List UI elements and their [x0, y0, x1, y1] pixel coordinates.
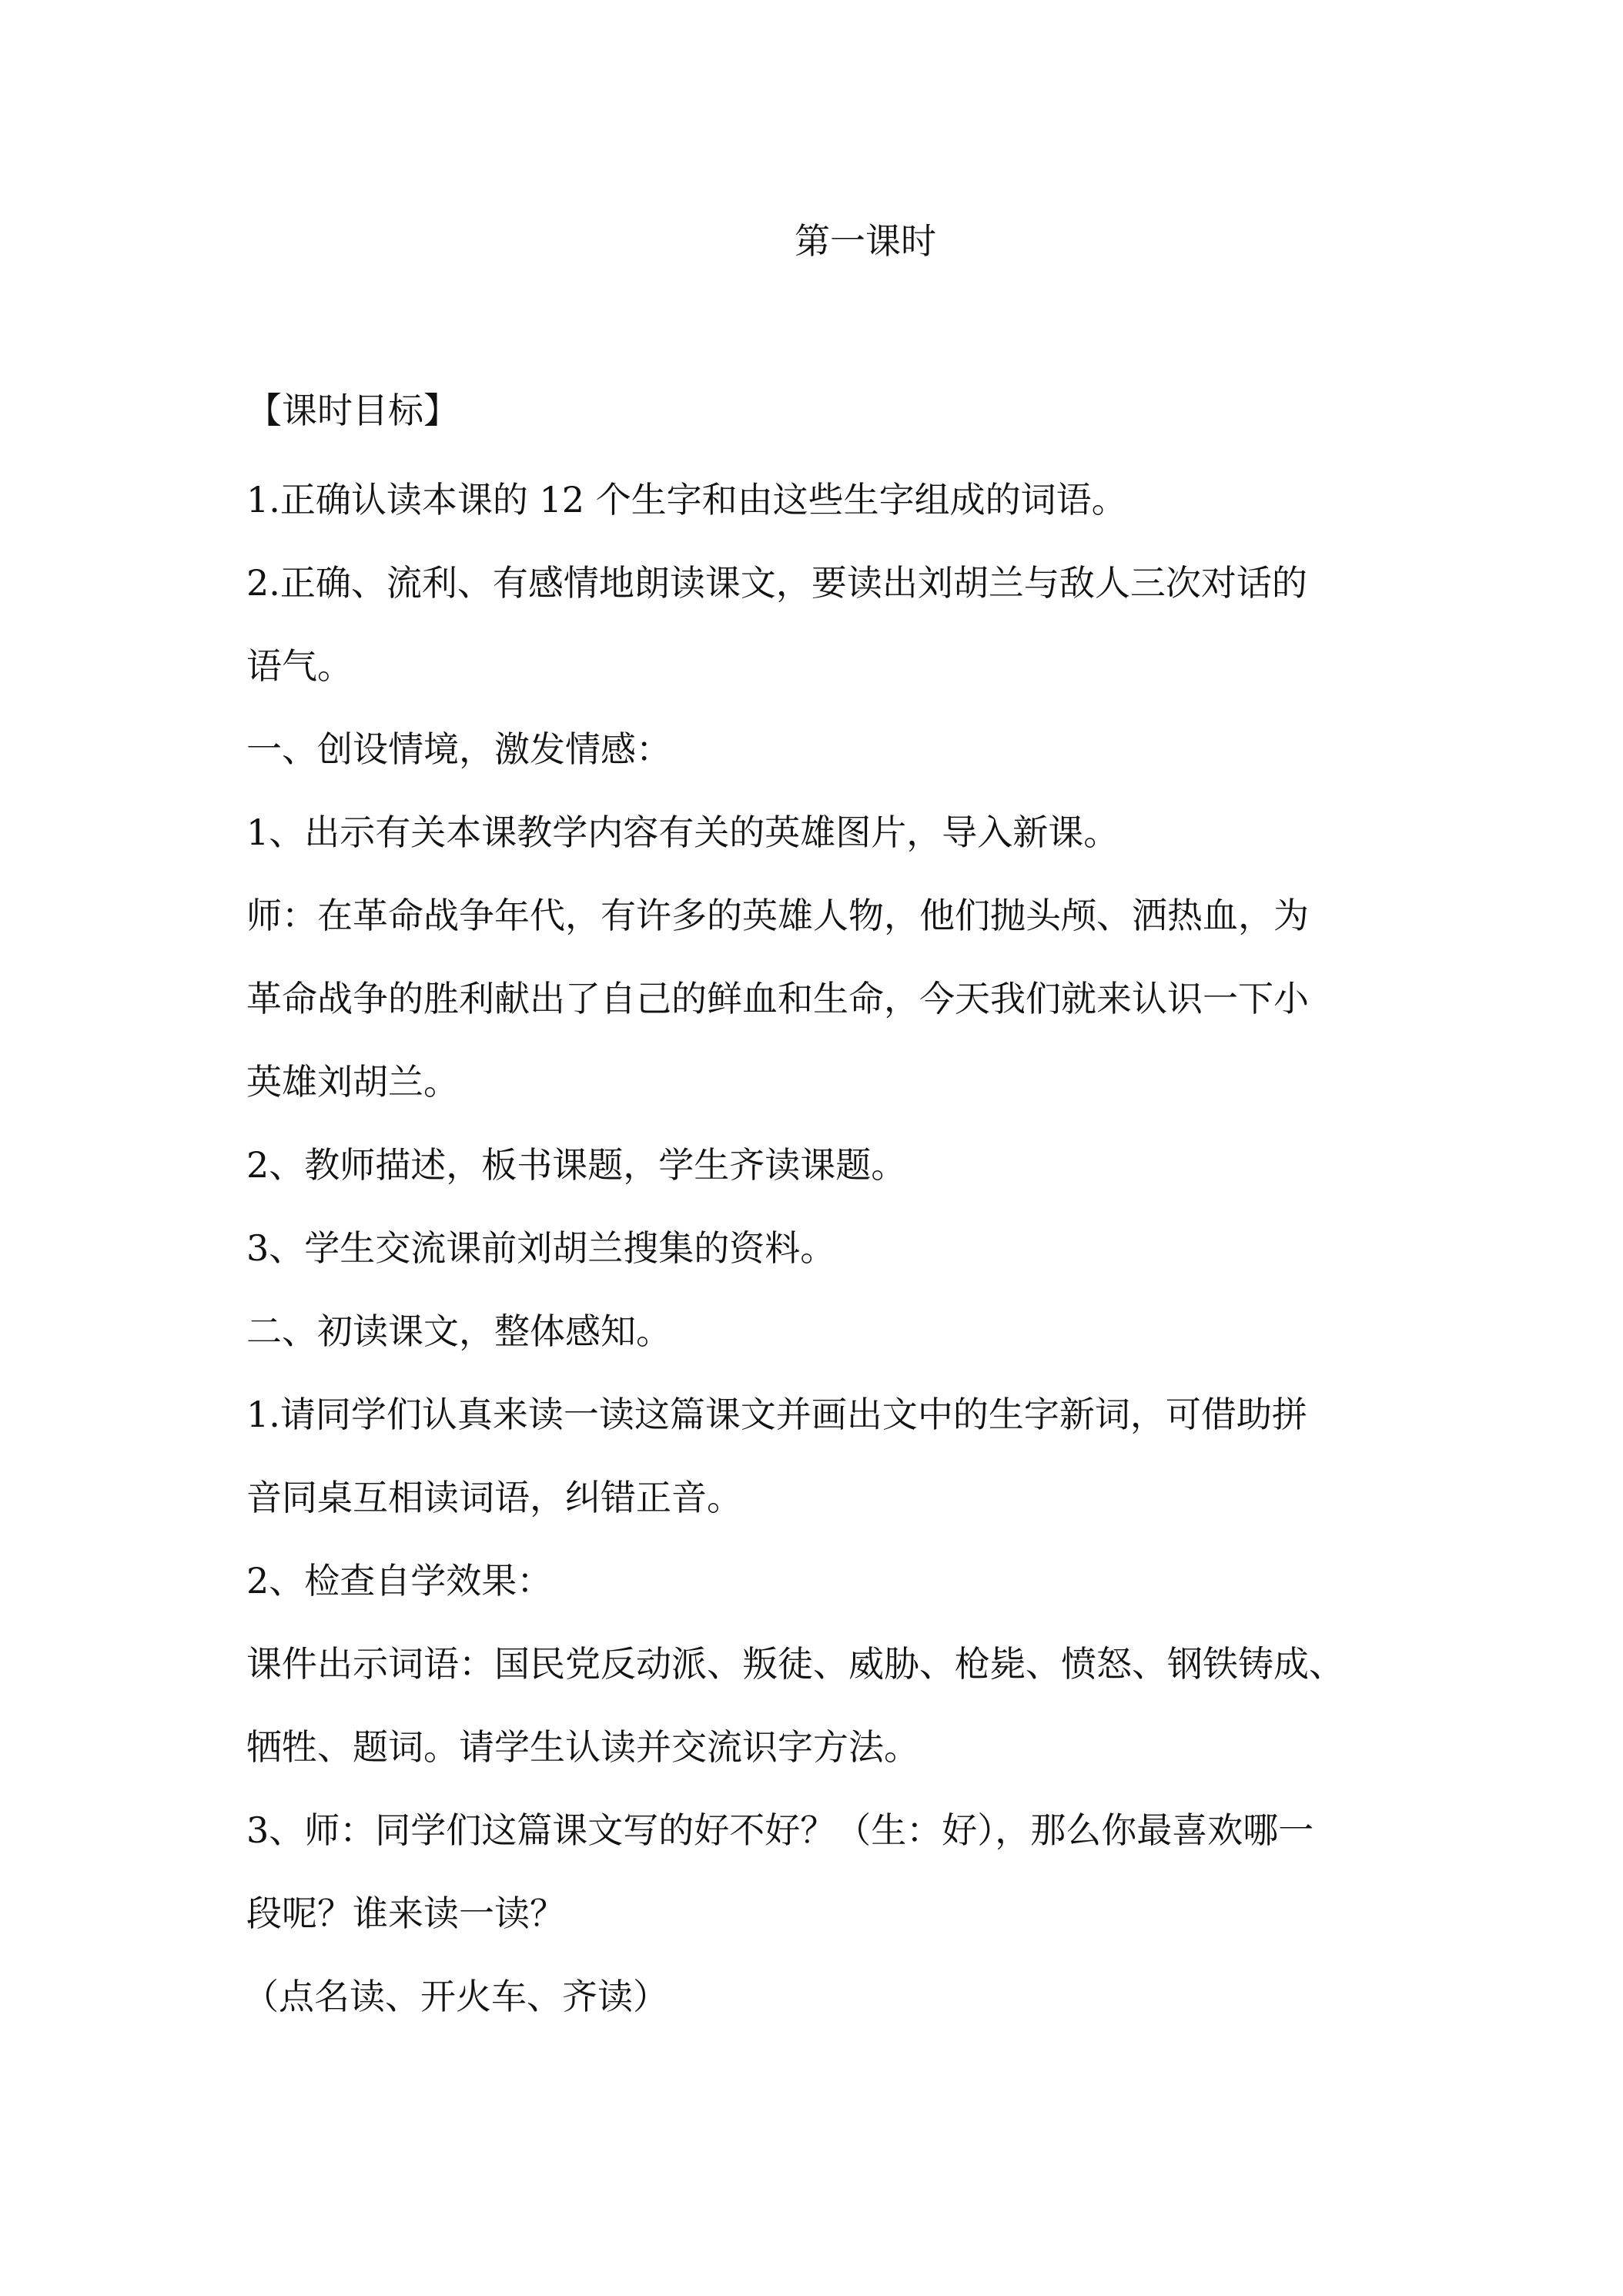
reading-step-1-continued: 音同桌互相读词语，纠错正音。 [246, 1477, 742, 1518]
objective-2: 2.正确、流利、有感情地朗读课文，要读出刘胡兰与敌人三次对话的 [246, 562, 1307, 604]
reading-step-3-continued: 段呢？谁来读一读？ [246, 1893, 565, 1934]
section-heading-first-reading: 二、初读课文，整体感知。 [246, 1310, 671, 1352]
intro-step-1: 1、出示有关本课教学内容有关的英雄图片，导入新课。 [246, 812, 1119, 853]
reading-step-3: 3、师：同学们这篇课文写的好不好？（生：好），那么你最喜欢哪一 [246, 1809, 1314, 1851]
objective-1: 1.正确认读本课的 12 个生字和由这些生字组成的词语。 [246, 479, 1127, 520]
teacher-speech-line-3: 英雄刘胡兰。 [246, 1061, 459, 1103]
lesson-title: 第一课时 [795, 220, 936, 262]
reading-step-2: 2、检查自学效果： [246, 1560, 553, 1602]
section-heading-intro: 一、创设情境，激发情感： [246, 728, 671, 770]
reading-step-1: 1.请同学们认真来读一读这篇课文并画出文中的生字新词，可借助拼 [246, 1394, 1307, 1435]
reading-methods-note: （点名读、开火车、齐读） [243, 1976, 668, 2017]
section-heading-objectives: 【课时目标】 [246, 390, 459, 431]
vocabulary-list-continued: 牺牲、题词。请学生认读并交流识字方法。 [246, 1726, 919, 1768]
vocabulary-list: 课件出示词语：国民党反动派、叛徒、威胁、枪毙、愤怒、钢铁铸成、 [246, 1643, 1344, 1685]
intro-step-2: 2、教师描述，板书课题，学生齐读课题。 [246, 1144, 907, 1186]
intro-step-3: 3、学生交流课前刘胡兰搜集的资料。 [246, 1227, 836, 1269]
objective-2-continued: 语气。 [246, 645, 353, 687]
teacher-speech: 师：在革命战争年代，有许多的英雄人物，他们抛头颅、洒热血，为 [246, 895, 1309, 936]
teacher-speech-line-2: 革命战争的胜利献出了自己的鲜血和生命，今天我们就来认识一下小 [246, 978, 1309, 1019]
